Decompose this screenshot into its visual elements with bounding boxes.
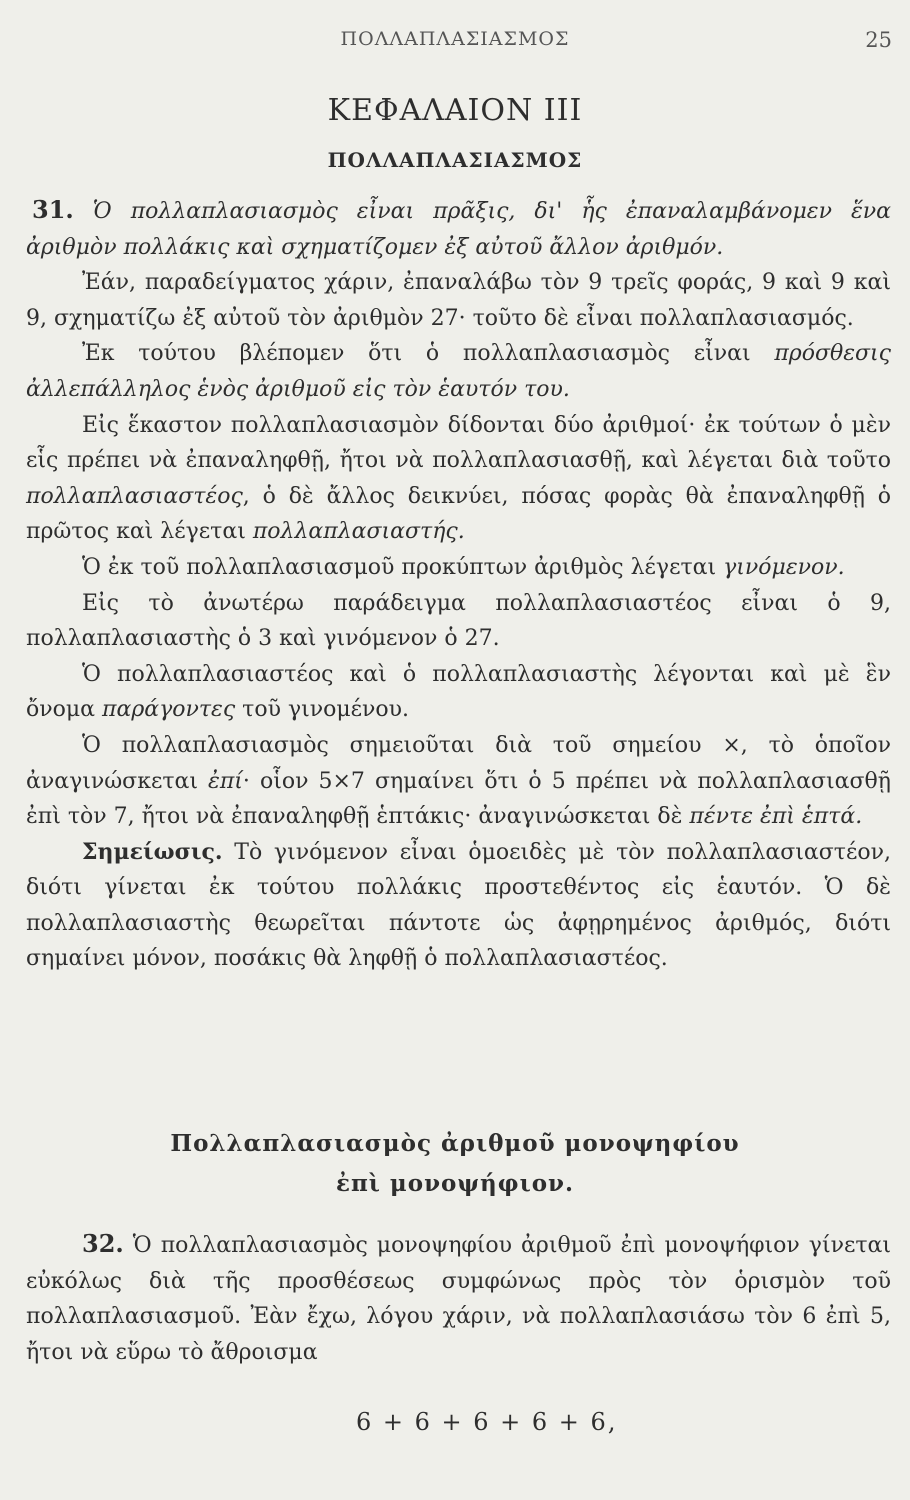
- conclusion-emphasis: πρόσθεσις ἀλλεπάλληλος ἑνὸς ἀριθμοῦ εἰς τὸν ἑαυτόν του.: [26, 341, 891, 402]
- paragraph-sign: [26, 728, 891, 835]
- sign-example-reading: πέντε ἐπὶ ἑπτά.: [689, 804, 863, 830]
- body-text: [26, 192, 891, 977]
- paragraph-factors: [26, 657, 891, 728]
- sign-reading: ἐπί: [208, 768, 243, 794]
- paragraph-number-32: 32.: [82, 1229, 124, 1258]
- term-factors: παράγοντες: [102, 697, 236, 723]
- term-product: γινόμενον.: [723, 554, 845, 580]
- running-head: [0, 28, 910, 58]
- product-text: Ὁ ἐκ τοῦ πολλαπλασιασμοῦ προκύπτων ἀριθμὸς λέγεται: [82, 554, 724, 580]
- sum-formula: 6 + 6 + 6 + 6 + 6,: [356, 1408, 618, 1436]
- paragraph-terms: [26, 408, 891, 550]
- paragraph-product: [26, 550, 891, 586]
- terms-text: Εἰς ἕκαστον πολλαπλασιασμὸν δίδονται δύο ἀριθμοί· ἐκ τούτων ὁ μὲν εἷς πρέπει νὰ ἐπαναληφθῇ, ἤτοι νὰ πολλαπλασιασθῇ, καὶ λέγεται διὰ τοῦτο: [26, 412, 891, 474]
- body-text-32: [26, 1226, 891, 1370]
- factors-text: Ὁ πολλαπλασιαστέος καὶ ὁ πολλαπλασιαστὴς λέγονται καὶ μὲ ἓν ὄνομα: [26, 661, 891, 723]
- paragraph-32-text: Ὁ πολλαπλασιασμὸς μονοψηφίου ἀριθμοῦ ἐπὶ μονοψήφιον γίνεται εὐκόλως διὰ τῆς προσθέσεως συμφώνως πρὸς τὸν ὁρισμὸν τοῦ πολλαπλασιασμοῦ. Ἐὰν ἔχω, λόγου χάριν, νὰ πολλαπλασιάσω τὸν 6 ἐπὶ 5, ἤτοι νὰ εὕρω τὸ ἄθροισμα: [26, 1233, 891, 1365]
- paragraph-note: [26, 835, 891, 977]
- page-number: 25: [865, 28, 892, 52]
- subheading-line-1: Πολλαπλασιασμὸς ἀριθμοῦ μονοψηφίου: [170, 1130, 740, 1157]
- term-multiplier: πολλαπλασιαστής.: [252, 519, 465, 545]
- definition-text: Ὁ πολλαπλασιασμὸς εἶναι πρᾶξις, δι' ἧς ἐπαναλαμβάνομεν ἕνα ἀριθμὸν πολλάκις καὶ σχηματίζομεν ἐξ αὐτοῦ ἄλλον ἀριθμόν.: [26, 199, 891, 260]
- subheading-line-2: ἐπὶ μονοψήφιον.: [335, 1170, 575, 1197]
- sign-text-2: · οἷον 5×7 σημαίνει ὅτι ὁ 5 πρέπει νὰ πολλαπλασιασθῇ ἐπὶ τὸν 7, ἤτοι νὰ ἐπαναληφθῇ ἑπτάκις· ἀναγινώσκεται δὲ: [26, 768, 891, 830]
- chapter-title: ΚΕΦΑΛΑΙΟΝ ΙΙΙ: [327, 93, 583, 128]
- paragraph-number: 31.: [32, 195, 74, 224]
- running-title: ΠΟΛΛΑΠΛΑΣΙΑΣΜΟΣ: [340, 28, 570, 50]
- note-label: Σημείωσις.: [82, 838, 223, 865]
- paragraph-example: Ἐάν, παραδείγματος χάριν, ἐπαναλάβω τὸν 9 τρεῖς φοράς, 9 καὶ 9 καὶ 9, σχηματίζω ἐξ αὐτοῦ τὸν ἀριθμὸν 27· τοῦτο δὲ εἶναι πολλαπλασιασμός.: [26, 270, 891, 331]
- sign-text: Ὁ πολλαπλασιασμὸς σημειοῦται διὰ τοῦ σημείου ×, τὸ ὁποῖον ἀναγινώσκεται: [26, 732, 891, 794]
- section-title: ΠΟΛΛΑΠΛΑΣΙΑΣΜΟΣ: [327, 148, 583, 172]
- note-text: Τὸ γινόμενον εἶναι ὁμοειδὲς μὲ τὸν πολλαπλασιαστέον, διότι γίνεται ἐκ τούτου πολλάκις προστεθέντος εἰς ἑαυτόν. Ὁ δὲ πολλαπλασιαστὴς θεωρεῖται πάντοτε ὡς ἀφῃρημένος ἀριθμός, διότι σημαίνει μόνον, ποσάκις θὰ ληφθῇ ὁ πολλαπλασιαστέος.: [26, 839, 891, 972]
- paragraph-above-example: Εἰς τὸ ἀνωτέρω παράδειγμα πολλαπλασιαστέος εἶναι ὁ 9, πολλαπλασιαστὴς ὁ 3 καὶ γινόμενον ὁ 27.: [26, 590, 891, 652]
- paragraph-31: [26, 192, 891, 265]
- paragraph-conclusion: [26, 336, 891, 407]
- paragraph-32: [26, 1226, 891, 1370]
- factors-text-2: τοῦ γινομένου.: [235, 697, 410, 723]
- conclusion-text: Ἐκ τούτου βλέπομεν ὅτι ὁ πολλαπλασιασμὸς εἶναι: [82, 341, 775, 367]
- terms-text-2: , ὁ δὲ ἄλλος δεικνύει, πόσας φορὰς θὰ ἐπαναληφθῇ ὁ πρῶτος καὶ λέγεται: [26, 483, 891, 545]
- term-multiplicand: πολλαπλασιαστέος: [26, 483, 243, 509]
